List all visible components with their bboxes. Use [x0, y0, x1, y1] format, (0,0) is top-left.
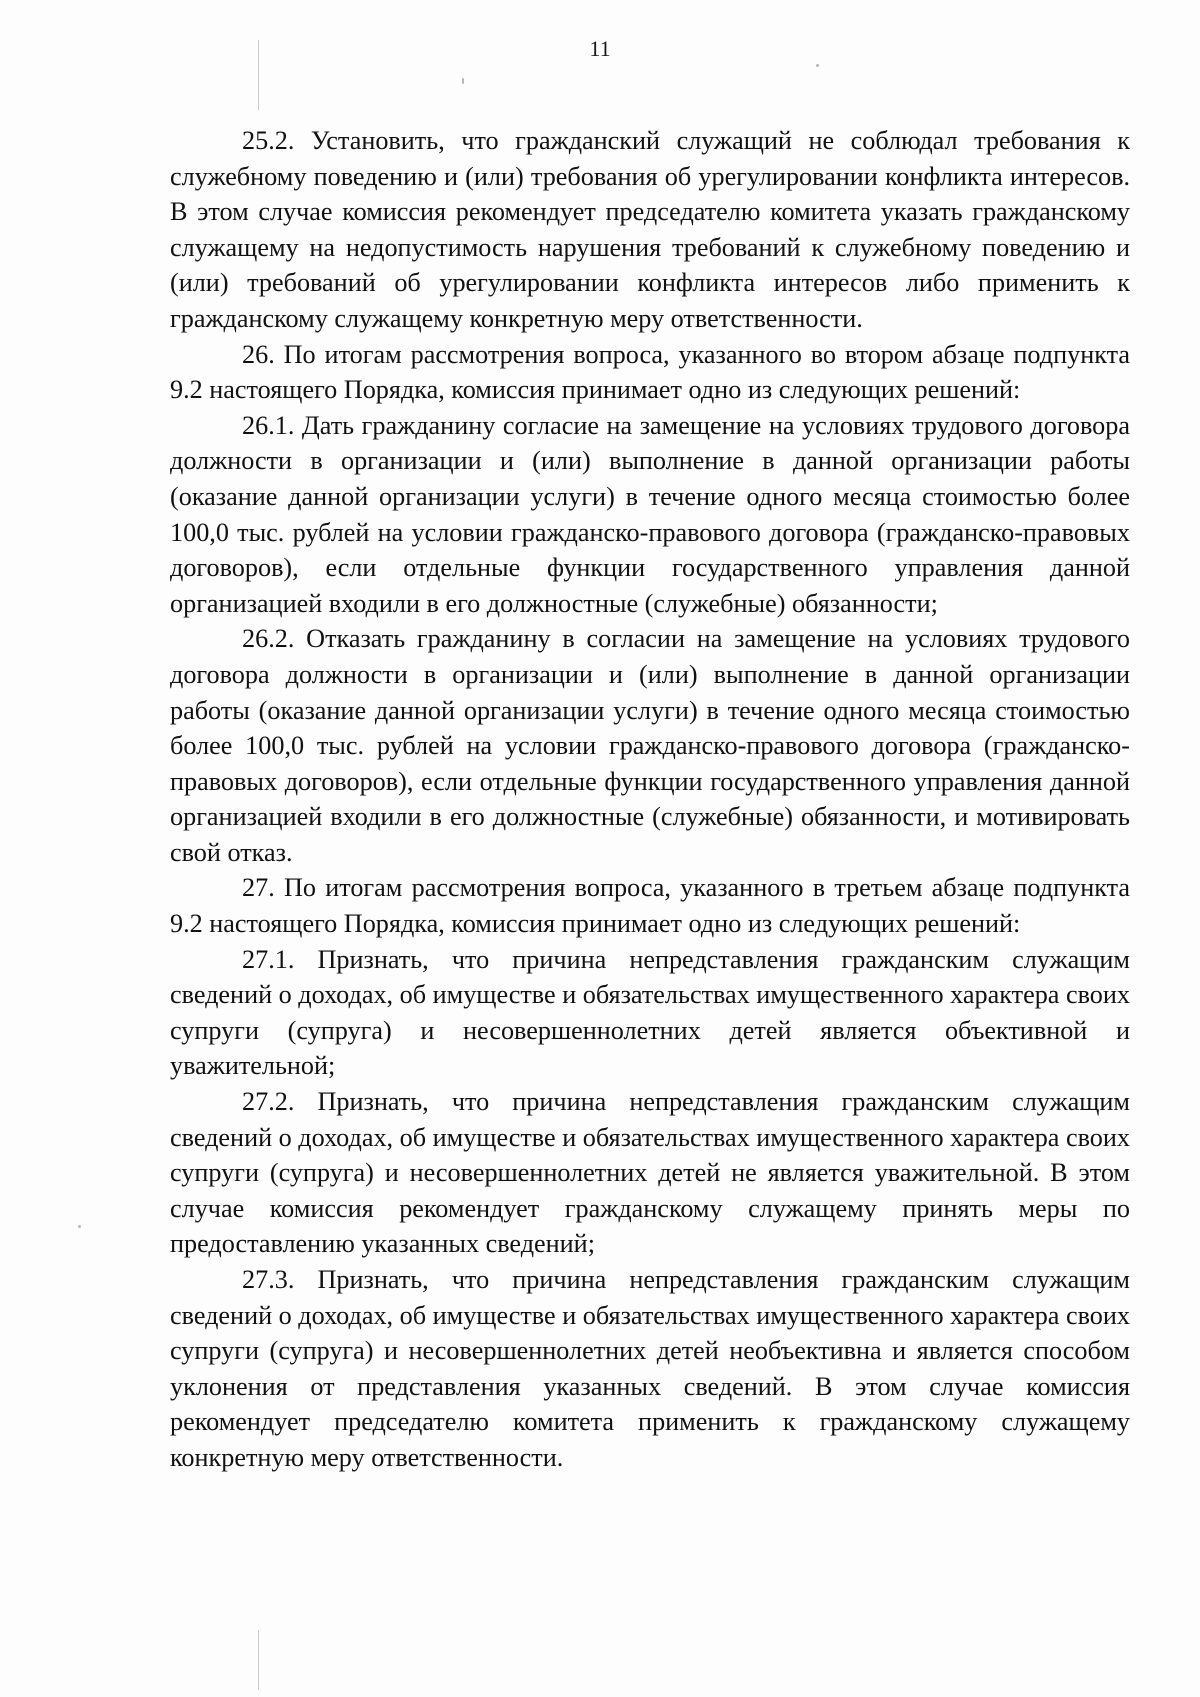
scan-artifact-dot	[816, 64, 819, 67]
scan-artifact-line	[258, 1630, 259, 1690]
paragraph-27: 27. По итогам рассмотрения вопроса, указанного в третьем абзаце подпункта 9.2 настоящего Порядка, комиссия принимает одно из следующих решений:	[170, 873, 1130, 939]
document-body	[170, 123, 1130, 1476]
paragraph-26-1: 26.1. Дать гражданину согласие на замещение на условиях трудового договора должности в организации и (или) выполнение в данной организации работы (оказание данной организации услуги) в течение одного месяца стоимостью более 100,0 тыс. рублей на условии гражданско-правового договора (гражданско-правовых договоров), если отдельные функции государственного управления данной организацией входили в его должностные (служебные) обязанности;	[170, 410, 1130, 618]
paragraph-25-2: 25.2. Установить, что гражданский служащий не соблюдал требования к служебному поведению и (или) требования об урегулировании конфликта интересов. В этом случае комиссия рекомендует председателю комитета указать гражданскому служащему на недопустимость нарушения требований к служебному поведению и (или) требований об урегулировании конфликта интересов либо применить к гражданскому служащему конкретную меру ответственности.	[170, 126, 1130, 333]
paragraph-26-2: 26.2. Отказать гражданину в согласии на замещение на условиях трудового договора должности в организации и (или) выполнение в данной организации работы (оказание данной организации услуги) в течение одного месяца стоимостью более 100,0 тыс. рублей на условии гражданско-правового договора (гражданско-правовых договоров), если отдельные функции государственного управления данной организацией входили в его должностные (служебные) обязанности, и мотивировать свой отказ.	[170, 624, 1130, 867]
paragraph-27-3: 27.3. Признать, что причина непредставления гражданским служащим сведений о доходах, об имуществе и обязательствах имущественного характера своих супруги (супруга) и несовершеннолетних детей необъективна и является способом уклонения от представления указанных сведений. В этом случае комиссия рекомендует председателю комитета применить к гражданскому служащему конкретную меру ответственности.	[170, 1265, 1130, 1472]
paragraph-27-1: 27.1. Признать, что причина непредставления гражданским служащим сведений о доходах, об имуществе и обязательствах имущественного характера своих супруги (супруга) и несовершеннолетних детей является объективной и уважительной;	[170, 944, 1130, 1081]
scan-artifact-dot	[78, 1225, 81, 1228]
paragraph-27-2: 27.2. Признать, что причина непредставления гражданским служащим сведений о доходах, об имуществе и обязательствах имущественного характера своих супруги (супруга) и несовершеннолетних детей не является уважительной. В этом случае комиссия рекомендует гражданскому служащему принять меры по предоставлению указанных сведений;	[170, 1087, 1130, 1259]
page-number: 11	[589, 36, 611, 61]
paragraph-26: 26. По итогам рассмотрения вопроса, указанного во втором абзаце подпункта 9.2 настоящего Порядка, комиссия принимает одно из следующих решений:	[170, 339, 1130, 405]
scan-artifact-dot	[462, 78, 464, 84]
